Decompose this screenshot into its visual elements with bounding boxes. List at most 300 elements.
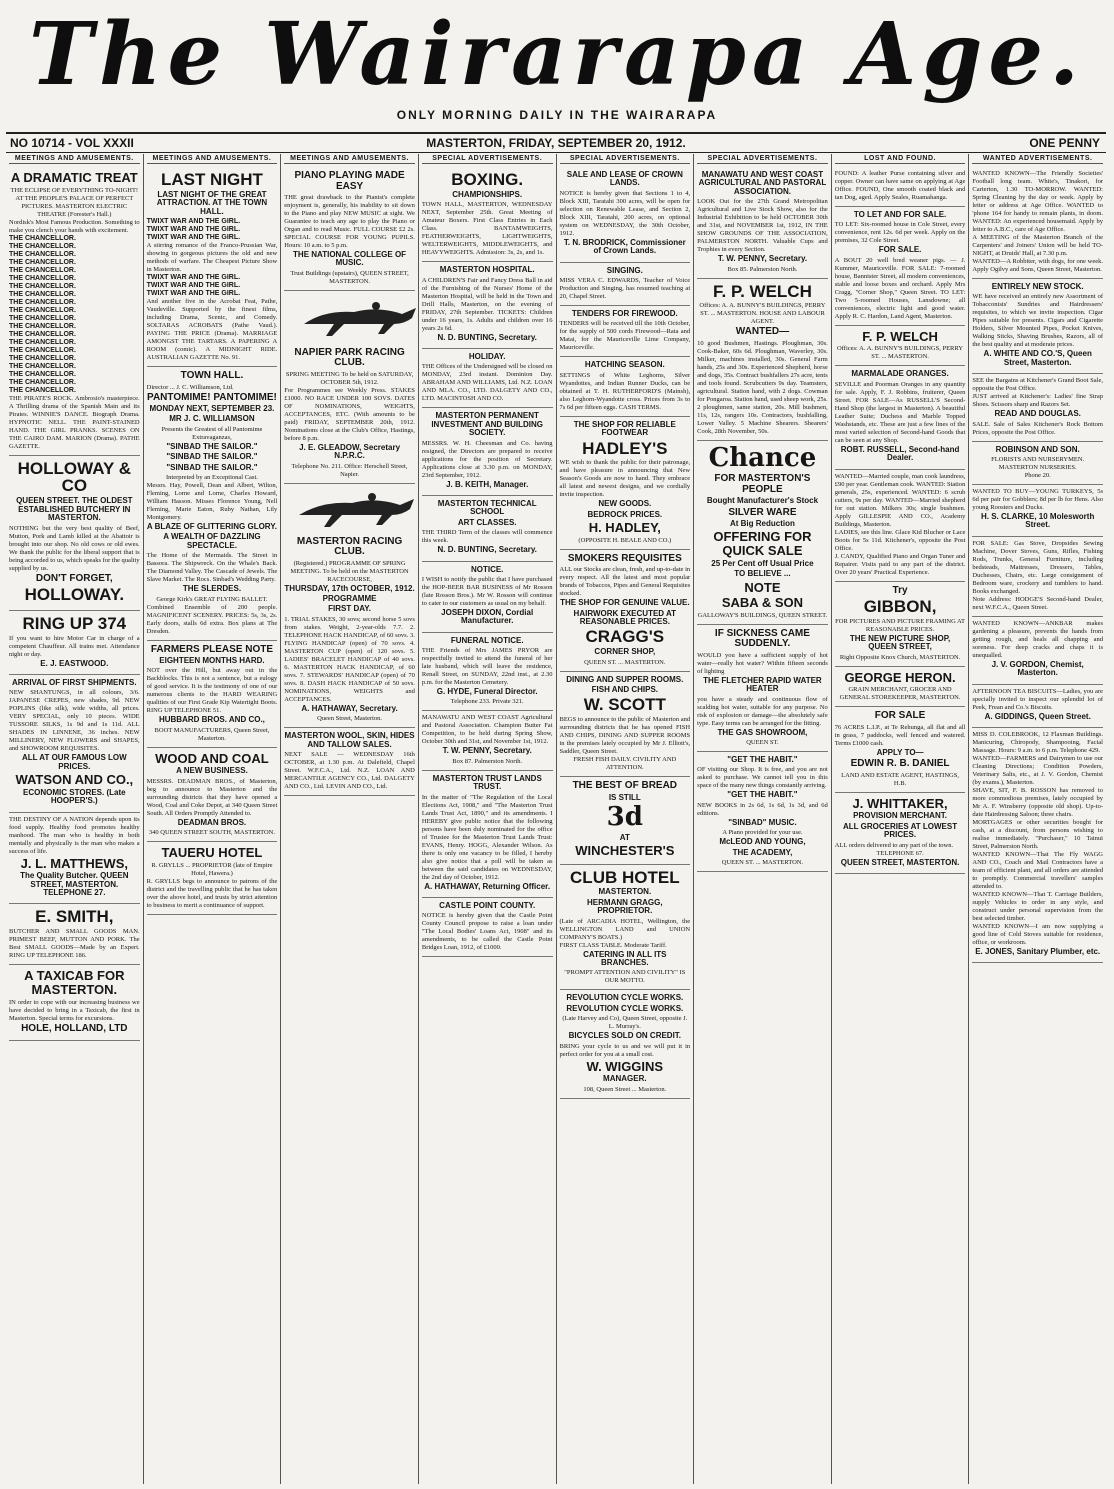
ad-signature: G. HYDE, Funeral Director. bbox=[436, 687, 538, 697]
ad-subheading: CHAMPIONSHIPS. bbox=[452, 189, 523, 199]
ad-heading: Try bbox=[892, 584, 908, 596]
price: ONE PENNY bbox=[1029, 136, 1100, 150]
section-header: MEETINGS AND AMUSEMENTS. bbox=[284, 154, 415, 164]
ad-body: TOWN HALL, MASTERTON, WEDNESDAY NEXT, September 25th. Great Meeting of Amateur Boxers. First Class Entries in Each Class. BANTAMWEIGHTS, FEATHERWEIGHTS, LIGHTWEIGHTS, WELTERWEIGHTS, MIDDLEWEIGHTS, and HEAVYWEIGHTS. Admission: 3s, 2s, and 1s. bbox=[421, 201, 553, 257]
ad-body: FOR PICTURES AND PICTURE FRAMING AT REASONABLE PRICES. bbox=[835, 617, 965, 633]
ad-welch-labour bbox=[697, 279, 828, 441]
ad-body: The Home of the Mermaids. The Street in Bassora. The Shipwreck. On the Whale's Back. The Diamond Valley. The Cascade of Jewels. The Slave Market. The Rocs. Sinbad's Wedding Party. bbox=[146, 552, 278, 584]
ad-body: THE Offices of the Undersigned will be closed on MONDAY, 23rd instant. Dominion Day. ABRAHAM AND WILLIAMS, Ltd. N.Z. LOAN AND MLA. CO., LTD. DALGETY AND CO., LTD. MACINTOSH AND CO. bbox=[421, 363, 553, 403]
ad-body: Phone 20. bbox=[1024, 471, 1051, 479]
ad-heading: SINGING. bbox=[606, 265, 643, 275]
ad-napier-park bbox=[284, 291, 415, 484]
columns bbox=[6, 154, 1106, 1484]
ad-signature: A. HATHAWAY, Returning Officer. bbox=[424, 881, 551, 891]
repeated-line: THE CHANCELLOR. bbox=[9, 298, 76, 306]
ad-body: WE wish to thank the public for their patronage, and have pleasure in announcing that New Season's Goods are now to hand. They embrace all latest and newest designs, and we cordially invite inspection. bbox=[559, 459, 691, 499]
column-6 bbox=[694, 154, 832, 1484]
ad-masterton-racing bbox=[284, 484, 415, 729]
ad-heading: ENTIRELY NEW STOCK. bbox=[991, 282, 1084, 291]
ad-boxing bbox=[422, 167, 553, 262]
ad-body: R. GRYLLS begs to announce to patrons of the district and the travelling public that he has taken over the above hotel, and trusts by strict attention to business to merit a continuance of support. bbox=[146, 877, 278, 909]
repeated-line: TWIXT WAR AND THE GIRL. bbox=[146, 290, 241, 298]
ad-body: ALL our Stocks are clean, fresh, and up-to-date in every respect. All the latest and most popular brands of Tobaccos, Pipes and General Requisites stocked. bbox=[559, 566, 691, 598]
ad-heading: MASTERTON TRUST LANDS TRUST. bbox=[432, 773, 542, 792]
ad-heading: Chance bbox=[708, 442, 817, 473]
ad-signature: THE ACADEMY, bbox=[732, 847, 793, 857]
ad-heading: HOLIDAY. bbox=[468, 352, 506, 362]
ad-heading: ROBINSON AND SON. bbox=[995, 444, 1080, 454]
ad-body: A CHILDREN'S Fair and Fancy Dress Ball in aid of the Furnishing of the Nurses' Home of the Masterton Hospital, will be held in the Town and Drill Halls, Masterton, on the evening of FRIDAY, 27th September. TICKETS: Children under 16 years, 1s. Adults and children over 16 years 2s 6d. bbox=[421, 276, 553, 332]
ad-heading: J. WHITTAKER, bbox=[852, 795, 948, 811]
ad-heading: DINING AND SUPPER ROOMS. bbox=[566, 674, 684, 684]
ad-body: SETTINGS of White Leghorns, Silver Wyandottes, and Indian Runner Ducks, can be obtained at T. H. RUTHERFORD'S (Mainsh), also Leghorn-Wyandotte cross. Prices from 3s to 7s 6d per fifteen eggs. CASH TERMS. bbox=[559, 371, 691, 411]
ad-subheading: BEDROCK PRICES. bbox=[587, 509, 663, 519]
ad-building-society bbox=[422, 408, 553, 496]
ad-heading: WOOD AND COAL bbox=[155, 750, 269, 766]
ad-farmers bbox=[147, 641, 278, 748]
ad-subheading: MR J. C. WILLIAMSON bbox=[169, 414, 255, 424]
ad-subheading: THE SLERDES. bbox=[182, 584, 242, 594]
ad-body: WOULD you have a sufficient supply of hot water—really hot water? Within fifteen seconds of lighting bbox=[697, 651, 828, 675]
ad-subheading: Bought Manufacturer's Stock bbox=[706, 496, 819, 506]
ad-body: Offices: A. A. BUNNY'S BUILDINGS, PERRY ST. ... MASTERTON. bbox=[837, 345, 964, 361]
ad-heading: RING UP 374 bbox=[22, 613, 127, 633]
repeated-line: THE CHANCELLOR. bbox=[9, 378, 76, 386]
ad-ring-up bbox=[9, 611, 140, 675]
ad-signature: T. W. PENNY, Secretary. bbox=[442, 746, 532, 756]
ad-subheading: The Quality Butcher. QUEEN STREET, MASTERTON. TELEPHONE 27. bbox=[20, 871, 129, 898]
ad-body: FRESH FISH DAILY. CIVILITY AND ATTENTION. bbox=[573, 756, 677, 772]
ad-subheading: "SINBAD" MUSIC. bbox=[728, 817, 797, 827]
ad-hospital bbox=[422, 262, 553, 349]
ad-castle-point bbox=[422, 898, 553, 957]
ad-subheading: BICYCLES SOLD ON CREDIT. bbox=[568, 1031, 682, 1041]
ad-subheading: FOR MASTERTON'S PEOPLE bbox=[714, 473, 811, 495]
ad-body: And another five in the Acrobat Feat, Pathe, Vaudeville. Supported by the finest films, including Drama, Scenic, and Comedy. SOLTARAS ACROBATS (Pathe Vaud.). PAYING THE PRICE (Drama). MARRIAGE AMONGST THE TARTARS. A PAPERING A ROOM (comic). A MIDNIGHT RIDE. AUSTRALIAN GAZETTE No. 91. bbox=[146, 298, 278, 362]
ad-subheading: NEW GOODS. bbox=[598, 499, 652, 509]
ad-body: FOUND: A leather Purse containing silver and copper. Owner can have same on applying at Age Office. FOUND, One smooth coated black and tan Dog, aged. Apply Seales, Ruamahanga. bbox=[834, 170, 966, 201]
ad-signature: E. J. EASTWOOD. bbox=[40, 658, 109, 668]
ad-subheading: R. GRYLLS ... PROPRIETOR (late of Empire Hotel, Hawera.) bbox=[151, 861, 273, 877]
ad-heading: REVOLUTION CYCLE WORKS. bbox=[566, 1003, 684, 1013]
ad-body: Trust Buildings (upstairs), QUEEN STREET, MASTERTON. bbox=[290, 269, 409, 285]
ad-body: THE THIRD Term of the classes will commence this week. bbox=[421, 529, 553, 545]
repeated-line: THE CHANCELLOR. bbox=[9, 314, 76, 322]
ad-wanted-known bbox=[972, 167, 1103, 279]
ad-crown-lands bbox=[560, 167, 691, 263]
repeated-line: THE CHANCELLOR. bbox=[9, 370, 76, 378]
ad-heading: "SINBAD THE SAILOR." bbox=[166, 452, 258, 462]
ad-body: A BOUT 20 well bred weaner pigs. — J. Kummer, Mauriceville. FOR SALE: 7-roomed house, Bannister Street, all modern conveniences, stable and loose boxes and orchard. Apply Mrs Cragg, "Corner Shop," Queen Street. TO LET: Two 5-roomed Houses, Lansdowne; all conveniences, electric light and good water. Apply R. C. Hardon, Land Agent, Masterton. bbox=[834, 256, 966, 320]
ad-new-stock bbox=[972, 279, 1103, 374]
racehorse-icon bbox=[284, 294, 419, 342]
ad-dramatic-treat bbox=[9, 167, 140, 456]
column-4 bbox=[419, 154, 557, 1484]
ad-body: Interpreted by an Exceptional Cast. bbox=[166, 473, 258, 481]
ad-heading: W. SCOTT bbox=[583, 695, 666, 715]
ad-heading: "GET THE HABIT." bbox=[727, 755, 798, 764]
ad-body: JUST arrived at Kitchener's: Ladies' fine Strap Shoes. Scissors sharp and Razors Set. bbox=[972, 393, 1103, 409]
ad-heading: 3d bbox=[606, 802, 643, 833]
ad-heading: "GET THE HABIT." bbox=[727, 790, 798, 800]
ad-heading: CLUB HOTEL bbox=[570, 867, 680, 887]
ad-subheading: ALL AT OUR FAMOUS LOW PRICES. bbox=[21, 753, 127, 771]
ad-academy bbox=[697, 752, 828, 872]
ad-gillespie bbox=[835, 470, 966, 582]
ad-taueru-hotel bbox=[147, 842, 278, 915]
ad-heading: EDWIN R. B. DANIEL bbox=[850, 758, 950, 770]
ad-hadleys bbox=[560, 417, 691, 550]
ad-singing bbox=[560, 263, 691, 306]
ad-signature: McLEOD AND YOUNG, bbox=[719, 837, 806, 847]
ad-heading: GEORGE HERON. bbox=[844, 669, 956, 685]
ad-body: 76 ACRES L.I.P., at Te Rehunga, all flat and all in grass, 7 paddocks, well fenced and watered. Terms £1000 cash. bbox=[834, 723, 966, 747]
ad-manawatu-butter bbox=[422, 711, 553, 770]
ad-subheading: THE ECLIPSE OF EVERYTHING TO-NIGHT! AT THE PEOPLE'S PALACE OF PERFECT PICTURES. MASTERTON ELECTRIC THEATRE (Forester's Hall.) bbox=[10, 186, 139, 218]
repeated-line: THE CHANCELLOR. bbox=[9, 338, 76, 346]
ad-body: WANTED—Married couple, man cook laundress, £90 per year. Gentleman cook. WANTED: Station generals, 25s, experienced. WANTED: 6 scrub cutters, 9s per day. WANTED—Married shepherd for out station. Milkers 30s; single bushmen. Apply GILLESPIE AND CO., Academy Buildings, Masterton. bbox=[834, 472, 966, 528]
ad-body: TELEPHONE 67. bbox=[876, 849, 924, 857]
ad-heading: MASTERTON WOOL, SKIN, HIDES AND TALLOW SALES. bbox=[284, 731, 415, 749]
ad-notice bbox=[422, 562, 553, 633]
ad-body: WANTED KNOWN—That The Fly WAGG AND CO., Coach and Mail Contractors have a team of efficient plant, and all orders are attended to promptly. Commercial travellers' samples attended to. bbox=[972, 850, 1103, 890]
ad-body: In the matter of "The Regulation of the Local Elections Act, 1908," and "The Masterton Trust Lands Trust Act, 1890," and its amendments. I HEREBY give public notice that the following persons have been duly nominated for the office of Trustee for the Masterton Trust Lands Trust: EVANS, Henry. HOGG, Alexander Wilson. As there is only one vacancy to be filled, I hereby also give notice that a poll will be taken as between the said candidates on WEDNESDAY, the 2nd day of October, 1912. bbox=[421, 793, 553, 881]
ad-subheading: A NEW BUSINESS. bbox=[176, 766, 248, 776]
ad-to-let bbox=[835, 207, 966, 326]
repeated-line: THE CHANCELLOR. bbox=[9, 330, 76, 338]
ad-body: NOTICE is hereby given that the Castle Point County Council propose to raise a loan under "The Local Bodies' Loans Act, 1908" and its amendments, to be called the Castle Point Bridges Loan, 1912, of £1000. bbox=[421, 912, 553, 952]
ad-signature: A. HATHAWAY, Secretary. bbox=[301, 703, 398, 713]
ad-kitchener bbox=[972, 374, 1103, 441]
ad-body: WANTED—A Robbiter, with dogs, for one week. Apply Ogilvy and Sons, Queen Street, Masterton. bbox=[972, 258, 1103, 273]
ad-body: 108, Queen Street ... Masterton. bbox=[583, 1085, 667, 1093]
ad-subheading: A WEALTH OF DAZZLING SPECTACLE. bbox=[163, 532, 261, 550]
ad-subheading: ALL GROCERIES AT LOWEST PRICES. bbox=[843, 821, 958, 840]
repeated-line: TWIXT WAR AND THE GIRL. bbox=[146, 226, 241, 234]
ad-subheading: EIGHTEEN MONTHS HARD. bbox=[159, 656, 265, 666]
ad-body: A Piano provided for your use. bbox=[722, 829, 803, 837]
ad-body: A stirring romance of the Franco-Prussian War, showing in gorgeous pictures the old and new methods of warfare. The Cheapest Picture Show in Masterton. bbox=[146, 242, 278, 274]
section-header: MEETINGS AND AMUSEMENTS. bbox=[147, 154, 278, 164]
ad-piano bbox=[284, 167, 415, 291]
ad-subheading: APPLY TO— bbox=[876, 747, 924, 757]
ad-subheading: ART CLASSES. bbox=[457, 517, 517, 527]
ad-heading: IF SICKNESS CAME SUDDENLY. bbox=[714, 627, 810, 650]
ad-heading: HOLLOWAY & CO bbox=[17, 458, 131, 496]
ad-biscuits bbox=[972, 685, 1103, 728]
ad-heading: FOR SALE. bbox=[878, 245, 922, 255]
ad-found bbox=[835, 167, 966, 207]
column-8 bbox=[969, 154, 1106, 1484]
ad-subheading: AT bbox=[619, 832, 630, 842]
ad-heading: NAPIER PARK RACING CLUB. bbox=[294, 346, 405, 369]
ad-subheading: CATERING IN ALL ITS BRANCHES. bbox=[583, 949, 667, 967]
ad-wool-sales bbox=[284, 728, 415, 796]
ad-turkeys bbox=[972, 485, 1103, 537]
ad-signature: J. V. GORDON, Chemist, Masterton. bbox=[991, 659, 1084, 678]
ad-marmalade bbox=[835, 366, 966, 469]
ad-subheading: FIRST DAY. bbox=[328, 604, 371, 614]
ad-body: SALE. Sale of Sales Kitchener's Rock Bottom Prices, opposite the Post Office. bbox=[972, 420, 1103, 436]
ad-signature: READ AND DOUGLAS. bbox=[994, 409, 1081, 419]
ad-subheading: SPRING MEETING To be held on SATURDAY, OCTOBER 5th, 1912. bbox=[285, 370, 414, 386]
ad-body: NEXT SALE — WEDNESDAY 16th OCTOBER, at 1.30 p.m. At Dalefield, Chapel Street. W.F.C.A., Ltd. N.Z. LOAN AND MERCANTILE AGENCY CO., Ltd. DALGETY AND CO., Ltd. LEVIN AND CO., Ltd. bbox=[284, 750, 415, 790]
ad-body: (Late Harvey and Co), Queen Street, opposite J. L. Murray's. bbox=[562, 1015, 688, 1031]
ad-heading: F. P. WELCH bbox=[862, 328, 938, 344]
ad-subheading: SILVER WARE bbox=[728, 506, 797, 518]
ad-heading: HATCHING SEASON. bbox=[584, 360, 665, 370]
ad-body: 10 good Bushmen, Hastings. Ploughman, 30s. Cook-Baker, 60s 6d. Ploughman, Waverley, 30s. Milker, machines installed, 30s. General Farm hands, 25s and 30s. Experienced Shepherd, horse and dogs, 35s. Contract bushfallers 27s acre, tents and tools found. Scrubcutters 9s day. Teamsters, agricultural. Station hand, with 2 dogs. Cowman for Pongaroa. Station hand, used sheep work, 25s. 2 ploughmen, same station, 20s. Mill bushmen, 11s, 12s, rangers 10s. Contractors, bushfalling, Lower Valley. 5 Machine Shearers. Shearers' Cook, 28th November, 50s. bbox=[697, 339, 828, 435]
ad-heading: TENDERS FOR FIREWOOD. bbox=[571, 308, 678, 318]
ad-heading: CASTLE POINT COUNTY. bbox=[439, 901, 536, 911]
ad-smokers bbox=[560, 550, 691, 672]
ad-body: GRAIN MERCHANT, GROCER AND GENERAL STOREKEEPER, MASTERTON. bbox=[839, 686, 961, 702]
repeated-line: THE CHANCELLOR. bbox=[9, 282, 76, 290]
repeated-line: TWIXT WAR AND THE GIRL. bbox=[146, 282, 241, 290]
ad-body: LOOK Out for the 27th Grand Metropolitan Agricultural and Live Stock Show, also for the Industrial Exhibition to be held OCTOBER 30th and 31st, and NOVEMBER 1st, 1912, IN THE SHOW GROUNDS OF THE ASSOCIATION, PALMERSTON NORTH. Valuable Cups and Trophies in every Section. bbox=[697, 198, 828, 254]
ad-heading: FARMERS PLEASE NOTE bbox=[150, 643, 274, 655]
ad-body: QUEEN ST. ... MASTERTON. bbox=[721, 858, 804, 866]
ad-signature: N. D. BUNTING, Secretary. bbox=[437, 332, 537, 342]
ad-funeral bbox=[422, 633, 553, 712]
ad-heading: "SINBAD THE SAILOR." bbox=[166, 441, 258, 451]
ad-subheading: HAIRWORK EXECUTED AT REASONABLE PRICES. bbox=[573, 608, 677, 627]
repeated-line: THE CHANCELLOR. bbox=[9, 242, 76, 250]
ad-body: NEW BOOKS in 2s 6d, 1s 6d, 1s 3d, and 6d editions. bbox=[697, 801, 828, 817]
ad-signature: H. S. CLARKE, 10 Molesworth Street. bbox=[981, 511, 1095, 530]
racehorse-icon bbox=[284, 487, 419, 531]
ad-body: NEW SHANTUNGS, in all colours, 3/6. JAPANESE CREPES, new shades, 9d. NEW POPLINS (like silk), wide widths, all prices. VERY SPECIAL, only 10 pieces. WIDE TUSSORE SILKS, 1s 9d and 1s 11d. ALL SHADES IN LINNENE, 36 inches. NEW MILLINERY, NEW FLOWERS and SHAPES, and SHOWROOM REQUISITES. bbox=[9, 689, 140, 753]
ad-heading: LAST NIGHT bbox=[160, 170, 263, 189]
ad-signature: JOSEPH DIXON, Cordial Manufacturer. bbox=[441, 607, 534, 626]
ad-body: THE DESTINY OF A NATION depends upon its food supply. Healthy food promotes healthy manhood. The man who is healthy in both mentally and physically is the man who makes a success of life. bbox=[9, 815, 140, 855]
repeated-line: THE CHANCELLOR. bbox=[9, 362, 76, 370]
ad-firewood bbox=[560, 306, 691, 357]
ad-subheading: LAST NIGHT OF THE GREAT ATTRACTION. AT THE TOWN HALL. bbox=[156, 189, 268, 216]
ad-last-night bbox=[147, 167, 278, 367]
ad-heading: MASTERTON HOSPITAL. bbox=[439, 265, 535, 275]
ad-cycle-works bbox=[560, 990, 691, 1098]
ad-matthews bbox=[9, 813, 140, 905]
ad-heading: THE SHOP FOR RELIABLE FOOTWEAR bbox=[573, 419, 676, 438]
ad-heading: ARRIVAL OF FIRST SHIPMENTS. bbox=[12, 678, 137, 688]
ad-heading: NOTE bbox=[744, 579, 781, 595]
ad-heading: HADLEY'S bbox=[582, 438, 668, 458]
ad-heading: REVOLUTION CYCLE WORKS. bbox=[566, 993, 684, 1003]
ad-body: If you want to hire Motor Car in charge of a competent Chauffeur. All trains met. Attendance night or day. bbox=[9, 634, 140, 658]
ad-heading: MASTERTON PERMANENT INVESTMENT AND BUILDING SOCIETY. bbox=[431, 411, 544, 438]
ad-subheading: QUEEN STREET. THE OLDEST ESTABLISHED BUTCHERY IN MASTERTON. bbox=[16, 496, 133, 523]
ad-body: "PROMPT ATTENTION AND CIVILITY" IS OUR MOTTO. bbox=[564, 969, 686, 985]
ad-signature: A. WHITE AND CO.'S, Queen Street, Masterton. bbox=[983, 349, 1092, 367]
ad-body: Combined Ensemble of 200 people. MAGNIFICENT SCENERY. PRICES: 5s, 3s, 2s. Early doors, stalls 6d extra. Box plans at The Dresden. bbox=[146, 603, 278, 635]
ad-body: Director ... J. C. Williamson, Ltd. bbox=[146, 383, 234, 391]
ad-body: NOTHING but the very best quality of Beef, Mutton, Pork and Lamb killed at the Abattoir is brought into our shop. No old cows or old ewes. We thank the public for the liberal support that is being accorded to us, which speaks for the quality supplied by us. bbox=[9, 524, 140, 572]
ad-holloway bbox=[9, 456, 140, 611]
ad-body: ALL orders delivered to any part of the town. bbox=[834, 841, 954, 849]
ad-manawatu-show bbox=[697, 167, 828, 279]
ad-heading: PIANO PLAYING MADE EASY bbox=[294, 170, 405, 192]
ad-signature: HOLE, HOLLAND, LTD bbox=[21, 1022, 128, 1034]
ad-heading: FOR SALE bbox=[874, 710, 926, 722]
section-header: SPECIAL ADVERTISEMENTS. bbox=[697, 154, 828, 164]
ad-signature: E. JONES, Sanitary Plumber, etc. bbox=[975, 946, 1101, 956]
column-2 bbox=[144, 154, 282, 1484]
ad-body: WANTED KNOWN—The Friendly Societies' Football long team. White's, Tinakori, for Carterton, 1.30 TO-MORROW. WANTED: Spring Cleaning by the day or week. Apply by letter or address at Age Office. WANTED to 'phone 164 for handy to remain plants, in doom. WANTED: An experienced housemaid. Apply by letter to A.B.C., care of Age Office. bbox=[972, 170, 1103, 233]
ad-club-hotel bbox=[560, 865, 691, 991]
dateline: MASTERTON, FRIDAY, SEPTEMBER 20, 1912. bbox=[426, 136, 686, 150]
ad-signature: T. N. BRODRICK, Commissioner of Crown Lands. bbox=[563, 237, 686, 256]
column-7 bbox=[832, 154, 970, 1484]
ad-body: BOOT MANUFACTURERS, Queen Street, Masterton. bbox=[154, 726, 270, 742]
ad-subheading: CORNER SHOP, bbox=[594, 647, 656, 657]
ad-subheading: A BLAZE OF GLITTERING GLORY. bbox=[146, 521, 277, 531]
repeated-line: THE CHANCELLOR. bbox=[9, 266, 76, 274]
ad-subheading: Offices: A. A. BUNNY'S BUILDINGS, PERRY ST. ... MASTERTON. HOUSE AND LABOUR AGENT. bbox=[699, 302, 826, 326]
ad-body: THE PIRATE'S ROCK. Ambrosio's masterpiece. A Thrilling drama of the Spanish Main and its Pirates. WINNIE'S DANCE. Biograph Drama. HYPNOTIC NELL. THE PAINT-STAINED HAND. THE GIRL PRANKS. SCENES ON THE CAIRO DAM. MARION (Drama). PATHE GAZETTE. bbox=[9, 394, 140, 450]
ad-subheading: THE SHOP FOR GENUINE VALUE. bbox=[560, 598, 690, 608]
ad-heading: BOXING. bbox=[451, 170, 524, 189]
ad-signature: J. B. KEITH, Manager. bbox=[446, 479, 529, 489]
ad-body: I WISH to notify the public that I have purchased the HOP-BEER BAR BUSINESS of Mr Rosson (late Rosson Bros.). Mr W. Rosson will continue to cater to our customers as usual on my behalf. bbox=[421, 575, 553, 607]
ad-body: MANAWATU AND WEST COAST Agricultural and Pastoral Association. Champion Butter Fat Competition, to be held during Spring Show, October 30th and 31st, and November 1st, 1912. bbox=[421, 714, 553, 746]
ad-heading: CRAGG'S bbox=[585, 627, 665, 647]
ad-body: you have a steady and continuous flow of scalding hot water, suitable for any purpose. No risk of explosion or damage—the absolutely safe type. Easy terms can be arranged for the fitting. bbox=[697, 695, 828, 727]
ad-body: LADIES, see this line. Glace Kid Blucher or Lace Boots for 5s 11d. Kitchener's, opposite the Post Office. bbox=[834, 528, 966, 552]
ad-water-heater bbox=[697, 625, 828, 752]
ad-signature: A. GIDDINGS, Queen Street. bbox=[984, 711, 1091, 721]
ad-body: LAND AND ESTATE AGENT, HASTINGS, H.B. bbox=[841, 771, 959, 787]
masthead bbox=[0, 0, 1114, 130]
ad-subheading: THE FLETCHER RAPID WATER HEATER bbox=[703, 675, 822, 694]
ad-body: WANTED KNOWN—ANKBAR makes gardening a pleasure, prevents the hands from getting rough, and heals all chapping and soreness. For deep cracks and chaps it is unequalled. bbox=[972, 619, 1103, 659]
repeated-line: THE CHANCELLOR. bbox=[9, 346, 76, 354]
ad-body: WANTED TO BUY—YOUNG TURKEYS, 5s 6d per pair for Gobblers; 8d per lb for Hens. Also young Roosters and Ducks. bbox=[972, 487, 1103, 511]
ad-body: THE Friends of Mrs JAMES PRYOR are respectfully invited to attend the funeral of her late husband, which will leave the residence, Renall Street, on SUNDAY, 22nd inst., at 2.30 p.m. for the Masterton Cemetery. bbox=[421, 647, 553, 687]
ad-heading: SABA & SON bbox=[721, 595, 803, 611]
ad-heading: TAUERU HOTEL bbox=[161, 845, 263, 861]
ad-body: Queen Street, Masterton. bbox=[317, 715, 383, 723]
ad-subheading: ECONOMIC STORES. (Late HOOPER'S.) bbox=[23, 787, 126, 806]
repeated-line: THE CHANCELLOR. bbox=[9, 386, 76, 394]
ad-body: Note Address: HODGE'S Second-hand Dealer, next W.F.C.A., Queen Street. bbox=[972, 595, 1103, 611]
ad-signature: T. W. PENNY, Secretary. bbox=[717, 254, 808, 264]
ad-heading: MARMALADE ORANGES. bbox=[851, 369, 949, 379]
ad-signature: HUBBARD BROS. AND CO., bbox=[158, 715, 265, 725]
ad-heading: NOTICE. bbox=[470, 564, 504, 574]
ad-subheading: IS STILL bbox=[608, 792, 641, 802]
section-header: WANTED ADVERTISEMENTS. bbox=[972, 154, 1103, 164]
ad-body: SEVILLE and Poorman Oranges in any quantity for sale. Apply, F. J. Robbins, fruiterer, Queen Street. FOR SALE—As RUSSELL'S Second-Hand Shop (the largest in Masterton). A beautiful Leather Suite; Duchess and Marble Topped Washstands, etc. These are just a few lines of the most varied selection of Second-hand Goods that can be seen at any Shop. bbox=[834, 380, 966, 444]
ad-hatching bbox=[560, 357, 691, 416]
ad-body: MISS D. COLEBROOK, 12 Flaxman Buildings. Manicuring, Chiropody, Shampooing, Facial Massage. Hours: 9 a.m. to 6 p.m. Telephone 429. bbox=[972, 730, 1103, 754]
ad-signature: ROBT. RUSSELL, Second-hand Dealer. bbox=[840, 444, 960, 463]
ad-body: For Programmes see Weekly Press. STAKES £1000. NO RACE UNDER 100 SOVS. DATES OF NOMINATIONS, WEIGHTS, ACCEPTANCES, ETC. (With amounts to be paid) FRIDAY, SEPTEMBER 20th, 1912. Nominations close at the Club's Office, Hastings, before 8 p.m. bbox=[284, 386, 415, 442]
ad-heading: DON'T FORGET, bbox=[35, 572, 113, 584]
ad-body: SEE the Bargains at Kitchener's Grand Boot Sale, opposite the Post Office. bbox=[972, 377, 1103, 393]
ad-for-sale-acres bbox=[835, 707, 966, 792]
ad-body: Right Opposite Knox Church, MASTERTON. bbox=[839, 653, 961, 661]
ad-body: OF visiting our Shop. It is free, and you are not asked to purchase. We cannot tell you in this space of the many new things constantly arriving. bbox=[697, 766, 828, 790]
ad-subheading: PROGRAMME bbox=[322, 593, 377, 603]
repeated-line: THE CHANCELLOR. bbox=[9, 274, 76, 282]
ad-saba-chance bbox=[697, 441, 828, 625]
ad-signature: THE NATIONAL COLLEGE OF MUSIC. bbox=[293, 250, 407, 268]
ad-heading: TOWN HALL. bbox=[180, 370, 244, 382]
ad-holiday bbox=[422, 349, 553, 408]
section-header: MEETINGS AND AMUSEMENTS. bbox=[9, 154, 140, 164]
ad-heading: SALE AND LEASE OF CROWN LANDS. bbox=[566, 170, 683, 188]
ad-subheading: MONDAY NEXT, SEPTEMBER 23. bbox=[149, 404, 275, 414]
ad-subheading: FISH AND CHIPS. bbox=[591, 685, 658, 695]
ad-heading: WANTED— bbox=[735, 326, 790, 338]
ad-body: Nordisk's Most Famous Production. Something to make you clench your hands with excitement. bbox=[9, 218, 140, 234]
column-5 bbox=[557, 154, 695, 1484]
repeated-line: THE CHANCELLOR. bbox=[9, 250, 76, 258]
ad-heading: "SINBAD THE SAILOR." bbox=[166, 462, 258, 472]
ad-hodge bbox=[972, 537, 1103, 617]
ad-subheading: At Big Reduction bbox=[729, 519, 795, 529]
repeated-line: TWIXT WAR AND THE GIRL. bbox=[146, 274, 241, 282]
repeated-line: THE CHANCELLOR. bbox=[9, 258, 76, 266]
ad-body: THE great drawback to the Pianist's complete enjoyment is, generally, his inability to sit down to the Piano and play NEW MUSIC at sight. We Guarantee to teach any age to play the Piano or Organ and to read Music. FULL COURSE £2 2s. SPECIAL COURSE FOR YOUNG PUPILS. Hours: 10 a.m. to 5 p.m. bbox=[284, 194, 415, 249]
ad-body: WANTED—FARMERS and Dairymen to use our Cleaning Directions; Condition Powders, Veterinary Salts, etc., at J. V. Gordon, Chemist (by exams.), Masterton. bbox=[972, 754, 1103, 786]
ad-winchester bbox=[560, 777, 691, 864]
ad-heading: PANTOMIME! PANTOMIME! bbox=[147, 391, 277, 403]
newspaper-subtitle: ONLY MORNING DAILY IN THE WAIRARAPA bbox=[396, 108, 718, 122]
ad-body: Telephone No. 211. Office: Herschell Street, Napier. bbox=[291, 462, 408, 478]
ad-body: FLORISTS AND NURSERYMEN. MASTERTON NURSERIES. bbox=[991, 455, 1085, 471]
ad-body: J. CANDY, Qualified Piano and Organ Tuner and Repairer. Visits paid to any part of the district. Over 20 years' Practical Experience. bbox=[834, 552, 966, 576]
ad-heading: SMOKERS REQUISITES bbox=[567, 552, 682, 564]
ad-heading: MASTERTON TECHNICAL SCHOOL bbox=[437, 498, 537, 517]
ad-body: George Kirk's GREAT FLYING BALLET. bbox=[156, 595, 268, 603]
ad-heading: OFFERING FOR QUICK SALE bbox=[713, 529, 812, 559]
ad-body: BEGS to announce to the public of Masterton and surrounding districts that he has opened FISH AND CHIPS, DINING AND SUPPER ROOMS in the premises lately occupied by Mr J. Elliott's, Saddler, Queen Street. bbox=[559, 716, 691, 756]
ad-body: WANTED KNOWN—That T. Carriage Builders, supply Vehicles to order in any style, and construct under personal supervision from the best selected timber. bbox=[972, 890, 1103, 922]
ad-body: (OPPOSITE H. BEALE AND CO.) bbox=[578, 536, 672, 544]
ad-subheading: (Registered.) PROGRAMME OF SPRING MEETING. To be held on the MASTERTON RACECOURSE, bbox=[290, 559, 409, 583]
ad-body: A MEETING of the Masterton Branch of the Carpenters' and Joiners' Union will be held TO-NIGHT, at Druids' Hall, at 7.30 p.m. bbox=[972, 234, 1103, 257]
ad-heading: GIBBON, bbox=[863, 597, 937, 617]
ad-body: Telephone 233. Private 321. bbox=[450, 698, 524, 706]
repeated-line: THE CHANCELLOR. bbox=[9, 234, 76, 242]
ad-subheading: THE NEW PICTURE SHOP, QUEEN STREET, bbox=[849, 633, 951, 652]
ad-colebrook bbox=[972, 728, 1103, 963]
ad-subheading: PROVISION MERCHANT. bbox=[853, 811, 947, 821]
ad-technical-school bbox=[422, 496, 553, 562]
ad-body: Messrs. Hay, Powell, Dean and Albert, Wilton, Fleming, Lorne and Lorne, Charles Howard, William Hasson. Misses Florence Young, Nell Fleming, Marie Eaton, Ruby Nathan, Lily Montgomery. bbox=[146, 481, 278, 521]
ad-robinson bbox=[972, 442, 1103, 485]
ad-body: MORTGAGES or other securities bought for cash, at a discount, from persons wishing to realise immediately. "Purchaser," 10 Tainui Street, Palmerston North. bbox=[972, 818, 1103, 850]
ad-heading: J. L. MATTHEWS, bbox=[20, 855, 128, 871]
repeated-line: THE CHANCELLOR. bbox=[9, 290, 76, 298]
ad-signature: DEADMAN BROS. bbox=[177, 817, 247, 827]
ad-heading: A TAXICAB FOR MASTERTON. bbox=[24, 968, 125, 997]
ad-body: AFTERNOON TEA BISCUITS—Ladies, you are specially invited to inspect our splendid lot of Peek, Frean and Co.'s Biscuits. bbox=[972, 687, 1103, 711]
ad-taxicab bbox=[9, 965, 140, 1041]
ad-w-scott bbox=[560, 672, 691, 778]
ad-signature: THE GAS SHOWROOM, bbox=[717, 727, 808, 737]
section-header: SPECIAL ADVERTISEMENTS. bbox=[422, 154, 553, 164]
ad-gibbon bbox=[835, 582, 966, 667]
ad-body: FIRST CLASS TABLE. Moderate Tariff. bbox=[559, 941, 667, 949]
ad-body: Box 85. Palmerston North. bbox=[727, 265, 798, 273]
ad-body: Presents the Greatest of all Pantomime Extravaganzas, bbox=[161, 425, 263, 441]
repeated-line: TWIXT WAR AND THE GIRL. bbox=[146, 218, 241, 226]
ad-subheading: MASTERTON. bbox=[598, 887, 652, 897]
column-3 bbox=[281, 154, 419, 1484]
